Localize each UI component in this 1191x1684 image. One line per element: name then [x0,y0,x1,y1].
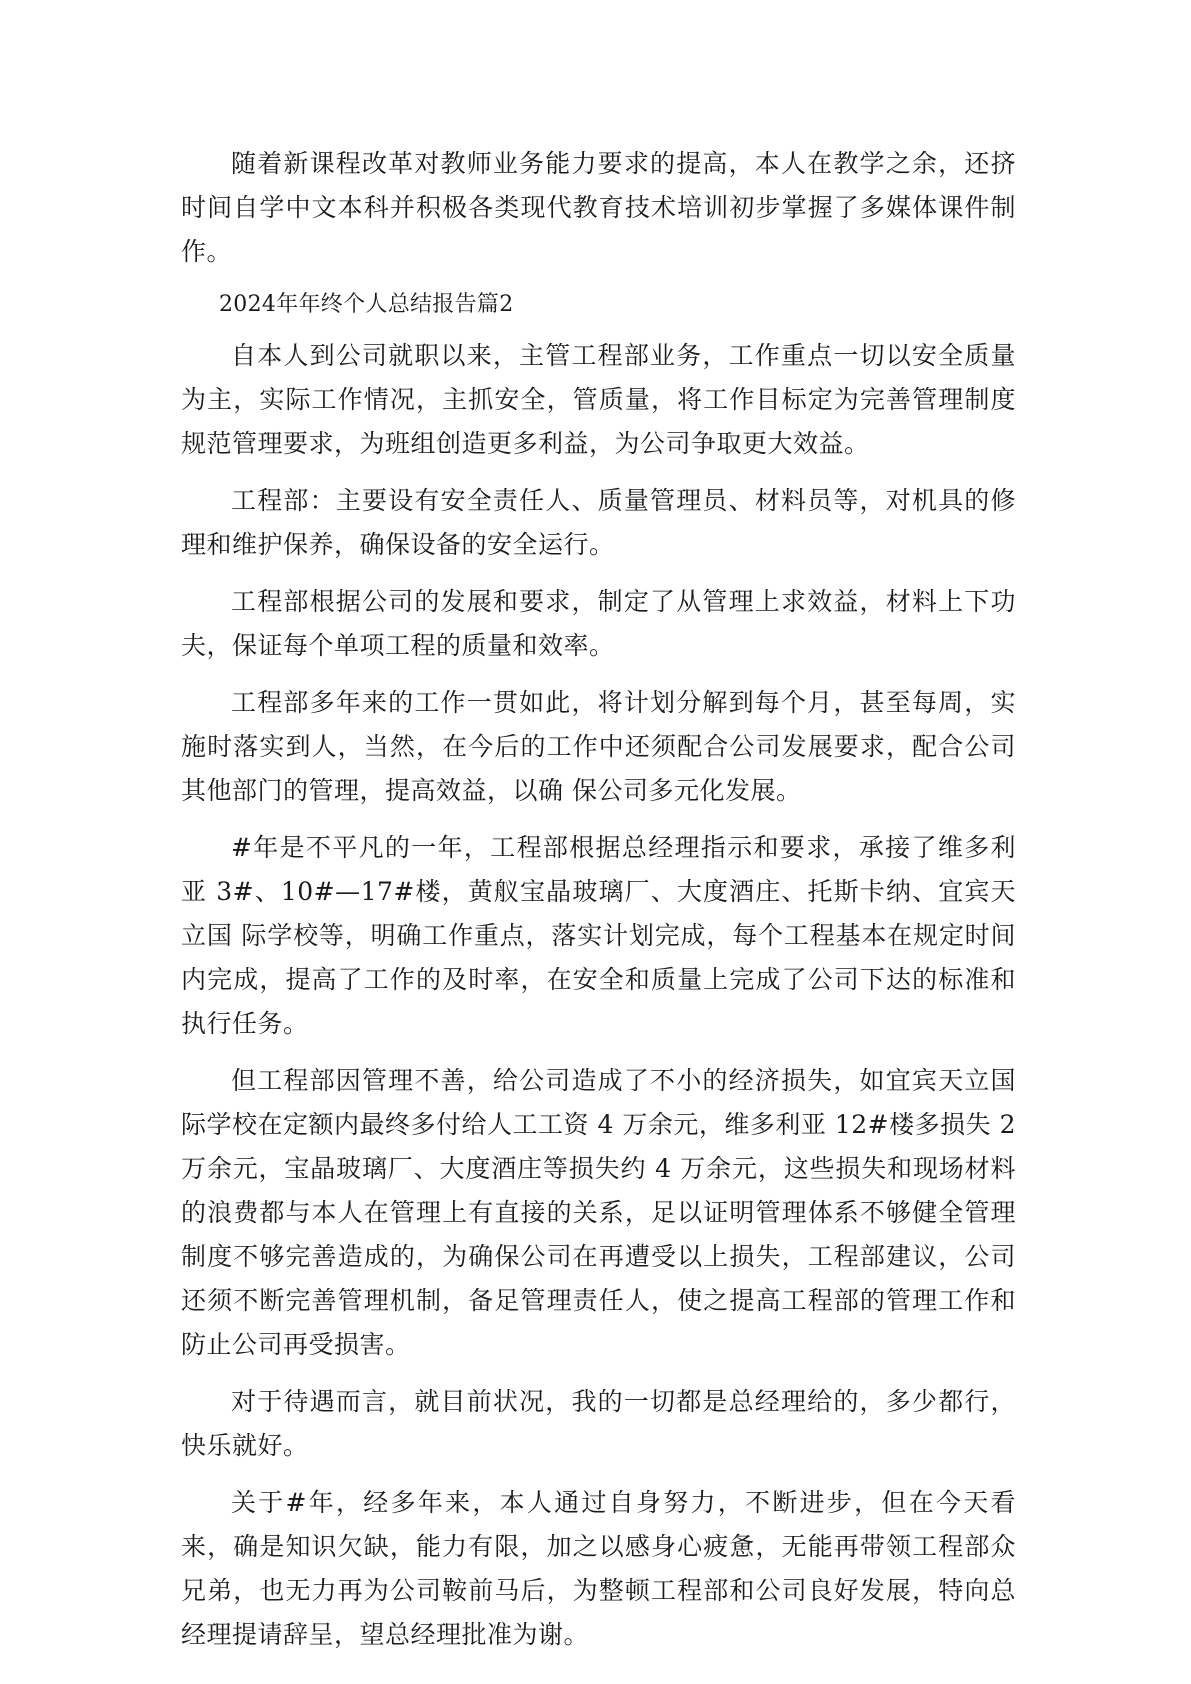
document-page [181,142,1016,1670]
paragraph-planning: 工程部多年来的工作一贯如此，将计划分解到每个月，甚至每周，实施时落实到人，当然，在今后的工作中还须配合公司发展要求，配合公司其他部门的管理，提高效益，以确 保公司多元化发展。 [181,688,1016,805]
section-heading: 2024年年终个人总结报告篇2 [219,292,514,317]
paragraph-strategy: 工程部根据公司的发展和要求，制定了从管理上求效益，材料上下功夫，保证每个单项工程的质量和效率。 [181,587,1016,660]
paragraph-department: 工程部：主要设有安全责任人、质量管理员、材料员等，对机具的修理和维护保养，确保设备的安全运行。 [181,486,1016,559]
paragraph-losses: 但工程部因管理不善，给公司造成了不小的经济损失，如宜宾天立国际学校在定额内最终多付给人工工资 4 万余元，维多利亚 12#楼多损失 2 万余元，宝晶玻璃厂、大度酒庄等损失约 4 万余元，这些损失和现场材料的浪费都与本人在管理上有直接的关系，足以证明管理体系不够健全管理制度不够完善造成的，为确保公司在再遭受以上损失，工程部建议，公司还须不断完善管理机制，备足管理责任人，使之提高工程部的管理工作和防止公司再受损害。 [181,1066,1016,1359]
paragraph-projects: #年是不平凡的一年，工程部根据总经理指示和要求，承接了维多利亚 3#、10#—17#楼，黄舣宝晶玻璃厂、大度酒庄、托斯卡纳、宜宾天立国 际学校等，明确工作重点，落实计划完成，每个工程基本在规定时间内完成，提高了工作的及时率，在安全和质量上完成了公司下达的标准和执行任务。 [181,833,1016,1038]
paragraph-intro: 随着新课程改革对教师业务能力要求的提高，本人在教学之余，还挤时间自学中文本科并积极各类现代教育技术培训初步掌握了多媒体课件制作。 [181,149,1016,266]
paragraph-compensation: 对于待遇而言，就目前状况，我的一切都是总经理给的，多少都行，快乐就好。 [181,1387,1016,1460]
paragraph-resignation: 关于#年，经多年来，本人通过自身努力，不断进步，但在今天看来，确是知识欠缺，能力有限，加之以感身心疲惫，无能再带领工程部众兄弟，也无力再为公司鞍前马后，为整顿工程部和公司良好发展，特向总经理提请辞呈，望总经理批准为谢。 [181,1488,1016,1649]
paragraph-role: 自本人到公司就职以来，主管工程部业务，工作重点一切以安全质量为主，实际工作情况，主抓安全，管质量，将工作目标定为完善管理制度规范管理要求，为班组创造更多利益，为公司争取更大效益。 [181,341,1016,458]
